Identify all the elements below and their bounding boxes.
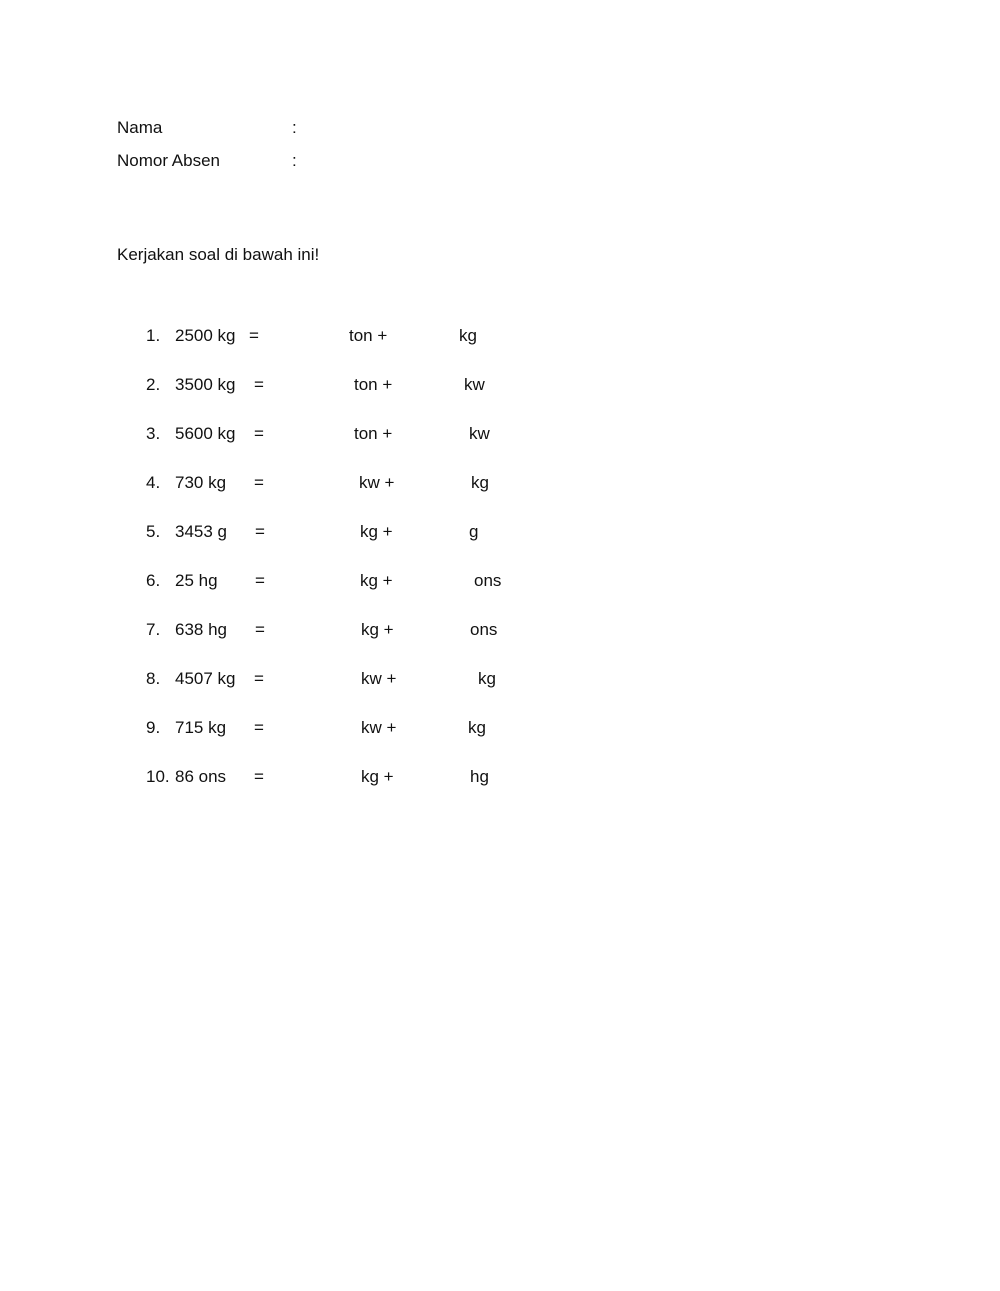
answer-unit-1: kw + [361, 718, 397, 737]
question-number: 2. [146, 375, 161, 394]
question-number: 4. [146, 473, 161, 492]
question-quantity: 638 hg [175, 620, 227, 639]
question-quantity: 4507 kg [175, 669, 236, 688]
equals-sign: = [255, 522, 265, 541]
equals-sign: = [254, 767, 264, 786]
question-quantity: 25 hg [175, 571, 218, 590]
answer-unit-1: ton + [354, 424, 393, 443]
question-quantity: 5600 kg [175, 424, 236, 443]
question-quantity: 730 kg [175, 473, 227, 492]
equals-sign: = [255, 620, 265, 639]
question-quantity: 715 kg [175, 718, 227, 737]
answer-unit-2: kg [471, 473, 489, 492]
answer-unit-2: hg [470, 767, 489, 786]
nama-label: Nama [117, 118, 163, 137]
answer-unit-1: ton + [349, 326, 388, 345]
question-number: 7. [146, 620, 161, 639]
question-number: 1. [146, 326, 161, 345]
question-quantity: 3500 kg [175, 375, 236, 394]
answer-unit-2: kg [468, 718, 486, 737]
question-quantity: 2500 kg [175, 326, 236, 345]
nomor-absen-colon: : [292, 151, 297, 170]
answer-unit-1: kg + [360, 522, 393, 541]
equals-sign: = [254, 473, 264, 492]
answer-unit-1: kg + [360, 571, 393, 590]
equals-sign: = [255, 571, 265, 590]
question-number: 9. [146, 718, 161, 737]
nomor-absen-label: Nomor Absen [117, 151, 220, 170]
answer-unit-2: kg [478, 669, 496, 688]
answer-unit-2: g [469, 522, 479, 541]
answer-unit-2: ons [474, 571, 502, 590]
answer-unit-1: kg + [361, 620, 394, 639]
answer-unit-2: kw [469, 424, 490, 443]
equals-sign: = [254, 375, 264, 394]
equals-sign: = [254, 424, 264, 443]
question-number: 5. [146, 522, 161, 541]
answer-unit-2: kw [464, 375, 485, 394]
answer-unit-1: kw + [361, 669, 397, 688]
answer-unit-2: ons [470, 620, 498, 639]
answer-unit-1: kw + [359, 473, 395, 492]
question-number: 6. [146, 571, 161, 590]
equals-sign: = [254, 669, 264, 688]
question-quantity: 86 ons [175, 767, 227, 786]
instruction-text: Kerjakan soal di bawah ini! [117, 245, 320, 264]
answer-unit-2: kg [459, 326, 477, 345]
question-quantity: 3453 g [175, 522, 227, 541]
equals-sign: = [249, 326, 259, 345]
answer-unit-1: kg + [361, 767, 394, 786]
question-number: 8. [146, 669, 161, 688]
answer-unit-1: ton + [354, 375, 393, 394]
nama-colon: : [292, 118, 297, 137]
question-number: 3. [146, 424, 161, 443]
question-number: 10. [146, 767, 170, 786]
equals-sign: = [254, 718, 264, 737]
